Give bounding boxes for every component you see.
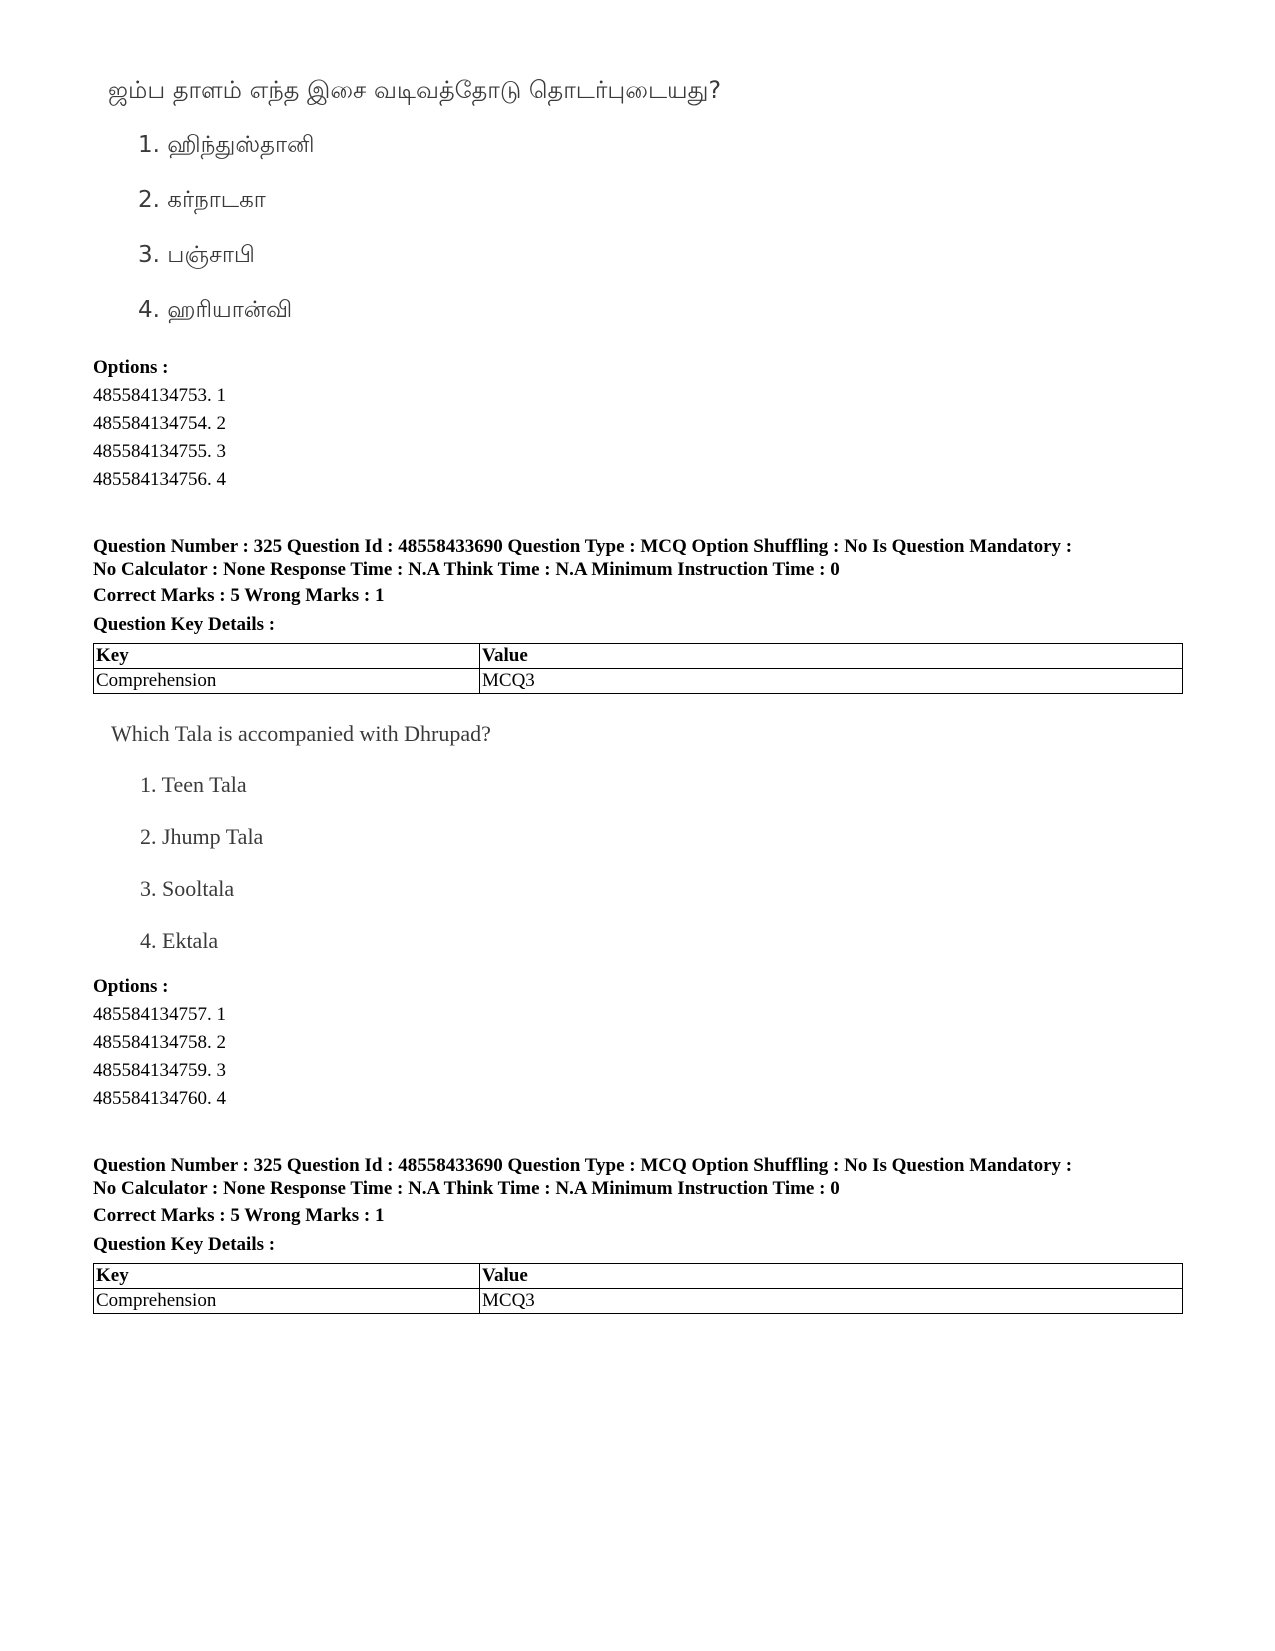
key-details-label: Question Key Details : [93, 1234, 276, 1255]
question-choice: 1. Teen Tala [140, 772, 247, 797]
question-text: ஜம்ப தாளம் எந்த இசை வடிவத்தோடு தொடர்புடையது? [108, 76, 722, 104]
question-choice: 1. ஹிந்துஸ்தானி [138, 132, 315, 158]
option-id: 485584134753. 1 [93, 385, 226, 406]
question-meta-line: No Calculator : None Response Time : N.A Think Time : N.A Minimum Instruction Time : 0 [93, 1178, 840, 1199]
table-header-value: Value [480, 644, 1183, 669]
table-header-value: Value [480, 1264, 1183, 1289]
table-header-key: Key [94, 644, 480, 669]
key-table [93, 1263, 1183, 1314]
options-label: Options : [93, 976, 169, 997]
key-table [93, 643, 1183, 694]
question-meta-line: Question Number : 325 Question Id : 48558433690 Question Type : MCQ Option Shuffling : No Is Question Mandatory : [93, 1155, 1073, 1176]
question-meta-line: No Calculator : None Response Time : N.A Think Time : N.A Minimum Instruction Time : 0 [93, 559, 840, 580]
table-header-row [94, 1264, 1183, 1289]
question-meta-line: Question Number : 325 Question Id : 48558433690 Question Type : MCQ Option Shuffling : No Is Question Mandatory : [93, 536, 1073, 557]
question-meta [93, 1154, 1183, 1200]
table-header-key: Key [94, 1264, 480, 1289]
option-id: 485584134754. 2 [93, 413, 226, 434]
table-cell-key: Comprehension [94, 1289, 480, 1314]
question-meta [93, 535, 1183, 581]
table-cell-value: MCQ3 [480, 1289, 1183, 1314]
question-choice: 2. Jhump Tala [140, 824, 264, 849]
table-row [94, 1289, 1183, 1314]
table-row [94, 669, 1183, 694]
key-details-label: Question Key Details : [93, 614, 276, 635]
question-choice: 4. Ektala [140, 928, 219, 953]
option-id: 485584134755. 3 [93, 441, 226, 462]
marks-line: Correct Marks : 5 Wrong Marks : 1 [93, 585, 385, 606]
marks-line: Correct Marks : 5 Wrong Marks : 1 [93, 1205, 385, 1226]
option-id: 485584134758. 2 [93, 1032, 226, 1053]
question-choice: 3. பஞ்சாபி [138, 242, 255, 268]
option-id: 485584134756. 4 [93, 469, 226, 490]
question-text: Which Tala is accompanied with Dhrupad? [111, 721, 491, 746]
option-id: 485584134759. 3 [93, 1060, 226, 1081]
question-choice: 3. Sooltala [140, 876, 235, 901]
option-id: 485584134760. 4 [93, 1088, 226, 1109]
table-header-row [94, 644, 1183, 669]
table-cell-value: MCQ3 [480, 669, 1183, 694]
question-choice: 2. கர்நாடகா [138, 187, 266, 213]
options-label: Options : [93, 357, 169, 378]
question-choice: 4. ஹரியான்வி [138, 297, 293, 323]
table-cell-key: Comprehension [94, 669, 480, 694]
option-id: 485584134757. 1 [93, 1004, 226, 1025]
